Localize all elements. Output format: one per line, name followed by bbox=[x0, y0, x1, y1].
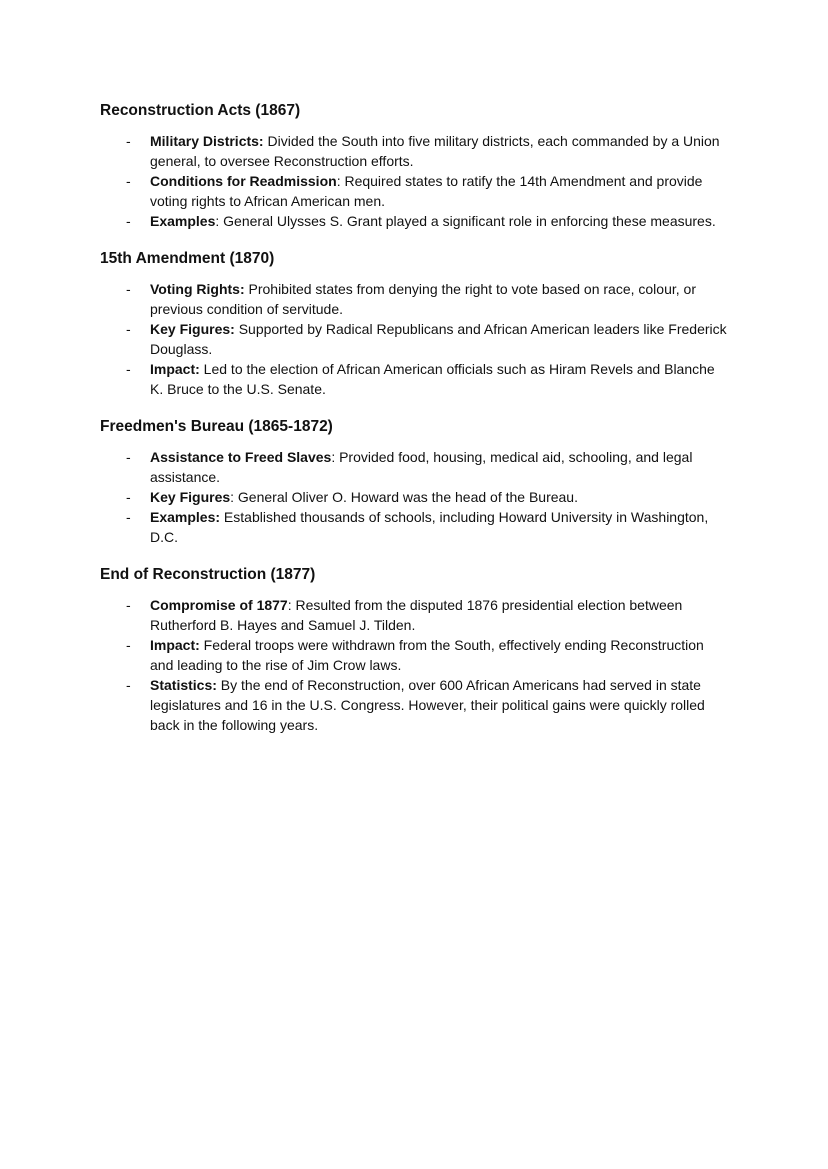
bullet-text bbox=[150, 595, 728, 635]
list-item bbox=[100, 211, 728, 231]
list-item bbox=[100, 319, 728, 359]
bullet-body: : Provided food, housing, medical aid, schooling, and legal assistance. bbox=[150, 449, 693, 485]
bullet-label: Examples bbox=[150, 213, 216, 229]
bullet-list bbox=[100, 279, 728, 399]
bullet-list bbox=[100, 131, 728, 231]
bullet-label: Military Districts: bbox=[150, 133, 264, 149]
bullet-dash: - bbox=[126, 489, 131, 505]
bullet-label: Conditions for Readmission bbox=[150, 173, 337, 189]
list-item bbox=[100, 635, 728, 675]
list-item bbox=[100, 131, 728, 171]
bullet-body: Established thousands of schools, including Howard University in Washington, D.C. bbox=[150, 509, 709, 545]
bullet-dash: - bbox=[126, 509, 131, 525]
document-content bbox=[100, 101, 728, 735]
bullet-dash: - bbox=[126, 173, 131, 189]
bullet-body: : Required states to ratify the 14th Amendment and provide voting rights to African American men. bbox=[150, 173, 703, 209]
bullet-dash: - bbox=[126, 213, 131, 229]
section-end-of-reconstruction bbox=[100, 565, 728, 735]
section-reconstruction-acts bbox=[100, 101, 728, 231]
bullet-label: Impact: bbox=[150, 361, 200, 377]
bullet-dash: - bbox=[126, 133, 131, 149]
bullet-label: Impact: bbox=[150, 637, 200, 653]
section-15th-amendment bbox=[100, 249, 728, 399]
bullet-text bbox=[150, 675, 728, 735]
bullet-dash: - bbox=[126, 361, 131, 377]
bullet-text bbox=[150, 171, 728, 211]
bullet-dash: - bbox=[126, 321, 131, 337]
bullet-dash: - bbox=[126, 597, 131, 613]
bullet-label: Assistance to Freed Slaves bbox=[150, 449, 332, 465]
bullet-text bbox=[150, 359, 728, 399]
bullet-dash: - bbox=[126, 449, 131, 465]
bullet-dash: - bbox=[126, 637, 131, 653]
bullet-text bbox=[150, 487, 728, 507]
bullet-body: Federal troops were withdrawn from the South, effectively ending Reconstruction and leading to the rise of Jim Crow laws. bbox=[150, 637, 704, 673]
list-item bbox=[100, 487, 728, 507]
bullet-text bbox=[150, 279, 728, 319]
bullet-text bbox=[150, 635, 728, 675]
bullet-list bbox=[100, 447, 728, 547]
section-freedmens-bureau bbox=[100, 417, 728, 547]
bullet-label: Key Figures bbox=[150, 489, 231, 505]
bullet-label: Key Figures: bbox=[150, 321, 235, 337]
bullet-dash: - bbox=[126, 281, 131, 297]
bullet-text bbox=[150, 507, 728, 547]
bullet-body: Divided the South into five military districts, each commanded by a Union general, to oversee Reconstruction efforts. bbox=[150, 133, 720, 169]
bullet-label: Voting Rights: bbox=[150, 281, 245, 297]
list-item bbox=[100, 447, 728, 487]
section-heading: Reconstruction Acts (1867) bbox=[100, 102, 301, 119]
bullet-text bbox=[150, 319, 728, 359]
list-item bbox=[100, 279, 728, 319]
section-heading: 15th Amendment (1870) bbox=[100, 250, 275, 267]
bullet-list bbox=[100, 595, 728, 735]
list-item bbox=[100, 595, 728, 635]
bullet-label: Compromise of 1877 bbox=[150, 597, 288, 613]
list-item bbox=[100, 359, 728, 399]
section-heading: Freedmen's Bureau (1865-1872) bbox=[100, 418, 333, 435]
bullet-body: Prohibited states from denying the right to vote based on race, colour, or previous condition of servitude. bbox=[150, 281, 696, 317]
bullet-text bbox=[150, 131, 728, 171]
bullet-body: : General Oliver O. Howard was the head of the Bureau. bbox=[230, 489, 578, 505]
bullet-label: Examples: bbox=[150, 509, 221, 525]
section-heading: End of Reconstruction (1877) bbox=[100, 566, 316, 583]
bullet-body: : Resulted from the disputed 1876 presidential election between Rutherford B. Hayes and Samuel J. Tilden. bbox=[150, 597, 683, 633]
bullet-text bbox=[150, 447, 728, 487]
bullet-text bbox=[150, 211, 728, 231]
bullet-body: By the end of Reconstruction, over 600 African Americans had served in state legislatures and 16 in the U.S. Congress. However, their political gains were quickly rolled back in the following years. bbox=[150, 677, 705, 733]
list-item bbox=[100, 507, 728, 547]
bullet-body: Supported by Radical Republicans and African American leaders like Frederick Douglass. bbox=[150, 321, 727, 357]
list-item bbox=[100, 675, 728, 735]
list-item bbox=[100, 171, 728, 211]
bullet-body: Led to the election of African American officials such as Hiram Revels and Blanche K. Bruce to the U.S. Senate. bbox=[150, 361, 715, 397]
bullet-dash: - bbox=[126, 677, 131, 693]
bullet-label: Statistics: bbox=[150, 677, 217, 693]
bullet-body: : General Ulysses S. Grant played a significant role in enforcing these measures. bbox=[215, 213, 716, 229]
